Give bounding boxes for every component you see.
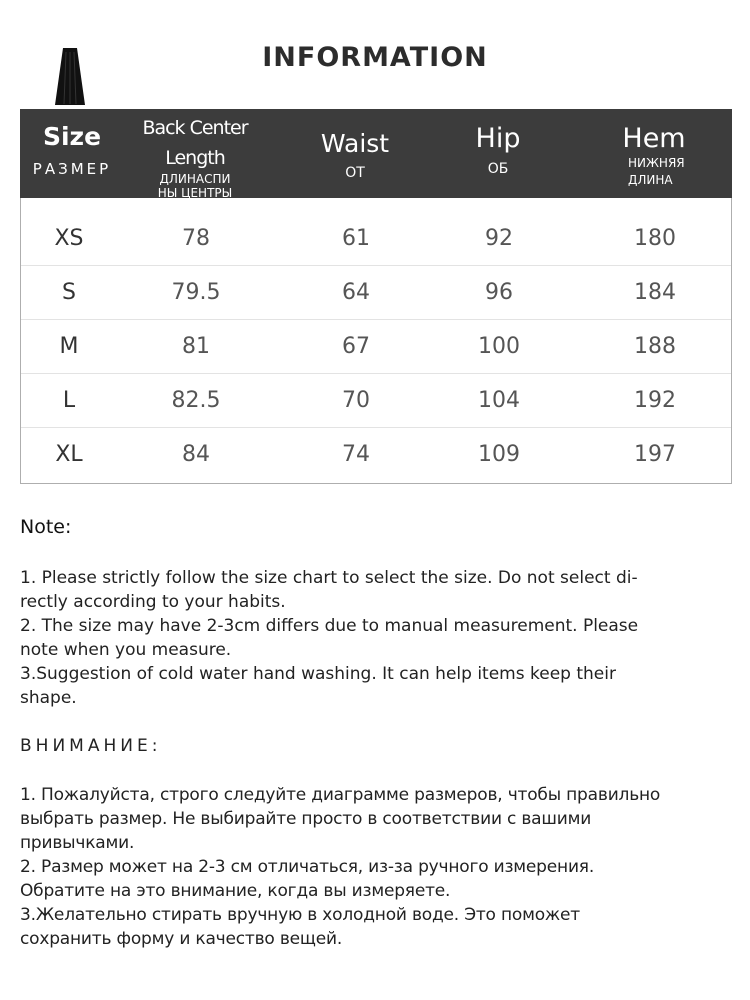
note-line: Обратите на это внимание, когда вы измеряете. (20, 881, 451, 901)
cell-hem: 188 (634, 334, 676, 359)
column-header-label: Hem (622, 123, 686, 154)
column-header-label: Back Center (142, 117, 248, 139)
column-header-label: Waist (320, 129, 390, 158)
cell-waist: 67 (342, 334, 370, 359)
cell-size: XS (54, 226, 84, 251)
note-title: ВНИМАНИЕ: (20, 736, 162, 756)
cell-hem: 192 (634, 388, 676, 413)
cell-waist: 74 (342, 442, 370, 467)
cell-back-center-length: 79.5 (171, 280, 221, 305)
column-header-sublabel: НЫ ЦЕНТРЫ (157, 186, 233, 200)
column-header-sublabel: ДЛИНА (628, 173, 673, 187)
note-section-russian (20, 736, 730, 951)
cell-back-center-length: 84 (182, 442, 210, 467)
table-row (21, 266, 731, 320)
note-section-english (20, 516, 720, 710)
column-header-back-center-length (134, 109, 256, 198)
note-line: 2. The size may have 2-3cm differs due to manual measurement. Please (20, 616, 639, 636)
cell-hip: 109 (478, 442, 520, 467)
cell-hem: 180 (634, 226, 676, 251)
page-title: INFORMATION (262, 42, 488, 73)
column-header-label: Length (165, 147, 225, 169)
note-line: привычками. (20, 833, 135, 853)
column-header-sublabel: ОБ (487, 161, 509, 177)
cell-waist: 61 (342, 226, 370, 251)
column-header-label: Hip (475, 123, 521, 154)
column-header-sublabel: ОТ (345, 165, 365, 181)
table-row (21, 212, 731, 266)
table-header (20, 109, 732, 198)
note-line: выбрать размер. Не выбирайте просто в соответствии с вашими (20, 809, 592, 829)
cell-waist: 70 (342, 388, 370, 413)
note-line: rectly according to your habits. (20, 592, 286, 612)
cell-hip: 92 (485, 226, 513, 251)
size-chart-table (20, 109, 732, 484)
cell-hip: 96 (485, 280, 513, 305)
cell-size: XL (55, 442, 83, 467)
table-row (21, 374, 731, 428)
table-row (21, 428, 731, 482)
cell-hem: 184 (634, 280, 676, 305)
note-line: 1. Please strictly follow the size chart to select the size. Do not select di- (20, 568, 638, 588)
cell-hip: 104 (478, 388, 520, 413)
note-line: 2. Размер может на 2-3 см отличаться, из-за ручного измерения. (20, 857, 595, 877)
column-header-sublabel: РАЗМЕР (32, 160, 112, 178)
cell-back-center-length: 82.5 (171, 388, 221, 413)
column-header-sublabel: НИЖНЯЯ (628, 156, 685, 170)
note-line: 1. Пожалуйста, строго следуйте диаграмме размеров, чтобы правильно (20, 785, 661, 805)
note-line: note when you measure. (20, 640, 232, 660)
note-line: сохранить форму и качество вещей. (20, 929, 343, 949)
cell-hip: 100 (478, 334, 520, 359)
cell-size: M (59, 334, 79, 359)
column-header-hip (454, 109, 542, 198)
column-header-waist (307, 109, 403, 198)
cell-back-center-length: 78 (182, 226, 210, 251)
column-header-sublabel: ДЛИНАСПИ (159, 172, 231, 186)
table-body (21, 212, 731, 482)
cell-hem: 197 (634, 442, 676, 467)
note-line: 3.Желательно стирать вручную в холодной воде. Это поможет (20, 905, 580, 925)
note-line: 3.Suggestion of cold water hand washing. It can help items keep their (20, 664, 616, 684)
cell-waist: 64 (342, 280, 370, 305)
cell-size: L (62, 388, 76, 413)
note-line: shape. (20, 688, 77, 708)
note-title: Note: (20, 516, 72, 538)
cell-back-center-length: 81 (182, 334, 210, 359)
cell-size: S (62, 280, 76, 305)
column-header-hem (610, 109, 698, 198)
column-header-size (20, 109, 124, 198)
column-header-label: Size (42, 122, 102, 151)
table-row (21, 320, 731, 374)
